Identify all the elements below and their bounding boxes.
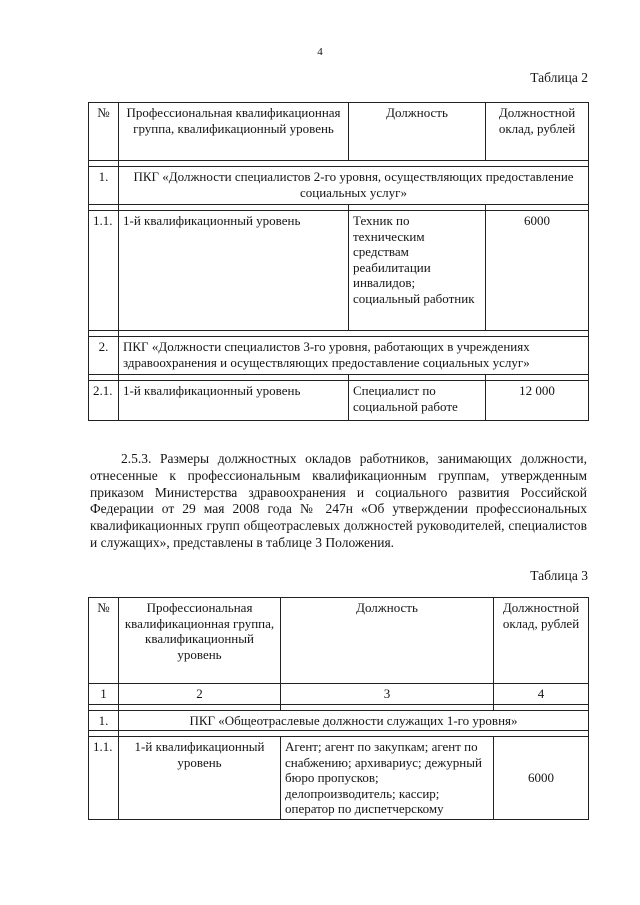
table2-row2-num: 2.1.: [89, 381, 119, 421]
table2-section1-title: ПКГ «Должности специалистов 2-го уровня, осуществляющих предоставление социальных услуг»: [119, 167, 589, 205]
table3-caption: Таблица 3: [530, 568, 588, 583]
table3-row1-position: Агент; агент по закупкам; агент по снабжению; архивариус; дежурный бюро пропусков; делопроизводитель; кассир; оператор по диспетчерскому: [281, 737, 494, 820]
table3-col-number: 1: [89, 684, 119, 705]
paragraph-2-5-3: 2.5.3. Размеры должностных окладов работников, занимающих должности, отнесенные к профессиональным квалификационным группам, утвержденным приказом Министерства здравоохранения и социального развития Российской Федерации от 29 мая 2008 года № 247н «Об утверждении профессиональных квалификационных групп общеотраслевых должностей руководителей, специалистов и служащих», представлены в таблице 3 Положения.: [90, 451, 587, 550]
table2-section2-title: ПКГ «Должности специалистов 3-го уровня, работающих в учреждениях здравоохранения и осуществляющих предоставление социальных услуг»: [119, 337, 589, 375]
table2-header-group: Профессиональная квалификационная группа, квалификационный уровень: [119, 103, 349, 161]
table2-row2-salary: 12 000: [486, 381, 589, 421]
table3-row1-salary: 6000: [494, 737, 589, 820]
table2-row: [89, 381, 589, 421]
table2-row: [89, 211, 589, 331]
table3-section-row: [89, 710, 589, 731]
table3-header-position: Должность: [281, 598, 494, 684]
table2-section1-num: 1.: [89, 167, 119, 205]
table2-header-row: [89, 103, 589, 161]
table-3: [88, 597, 589, 820]
table3-row: [89, 737, 589, 820]
table2-header-num: №: [89, 103, 119, 161]
table2-row1-position: Техник по техническим средствам реабилитации инвалидов; социальный работник: [349, 211, 486, 331]
table3-header-row: [89, 598, 589, 684]
table3-header-salary: Должностной оклад, рублей: [494, 598, 589, 684]
table3-row1-num: 1.1.: [89, 737, 119, 820]
table3-section1-num: 1.: [89, 710, 119, 731]
table3-header-group: Профессиональная квалификационная группа, квалификационный уровень: [119, 598, 281, 684]
table2-row1-salary: 6000: [486, 211, 589, 331]
table2-header-salary: Должностной оклад, рублей: [486, 103, 589, 161]
table2-row2-level: 1-й квалификационный уровень: [119, 381, 349, 421]
table3-col-number: 3: [281, 684, 494, 705]
table-2: [88, 102, 589, 421]
table3-row1-level: 1-й квалификационный уровень: [119, 737, 281, 820]
table2-caption: Таблица 2: [530, 70, 588, 85]
table2-section2-num: 2.: [89, 337, 119, 375]
table3-section1-title: ПКГ «Общеотраслевые должности служащих 1-го уровня»: [119, 710, 589, 731]
table2-row2-position: Специалист по социальной работе: [349, 381, 486, 421]
table2-row1-num: 1.1.: [89, 211, 119, 331]
table2-section-row: [89, 167, 589, 205]
table2-header-position: Должность: [349, 103, 486, 161]
page-number: 4: [317, 46, 323, 58]
table2-section-row: [89, 337, 589, 375]
table2-row1-level: 1-й квалификационный уровень: [119, 211, 349, 331]
table3-col-number: 4: [494, 684, 589, 705]
table3-col-numbers-row: [89, 684, 589, 705]
table3-col-number: 2: [119, 684, 281, 705]
table3-header-num: №: [89, 598, 119, 684]
